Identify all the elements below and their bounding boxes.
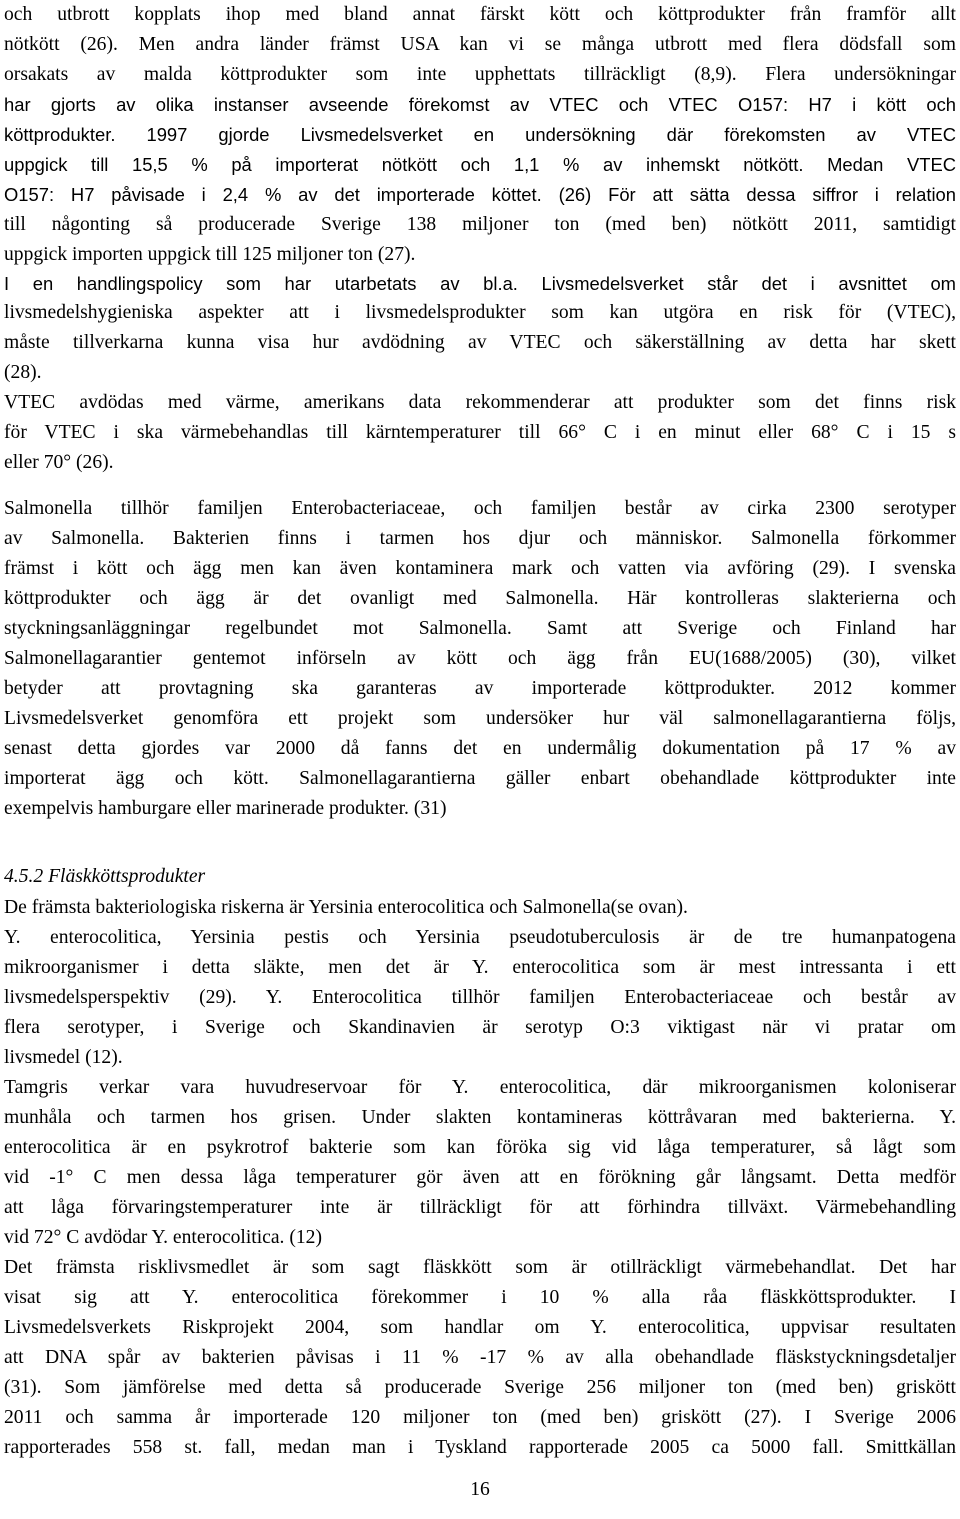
text-line: 2011 och samma år importerade 120 miljoner ton (med ben) griskött (27). I Sverige 2006: [4, 1407, 956, 1428]
text-line: vid 72° C avdödar Y. enterocolitica. (12): [4, 1227, 322, 1248]
text-line: livsmedel (12).: [4, 1047, 123, 1068]
text-line: livsmedelsperspektiv (29). Y. Enterocolitica tillhör familjen Enterobacteriaceae och består av: [4, 987, 956, 1008]
text-line: visat sig att Y. enterocolitica förekommer i 10 % alla råa fläskköttsprodukter. I: [4, 1287, 956, 1308]
text-line: O157: H7 påvisade i 2,4 % av det importerade köttet. (26) För att sätta dessa siffror i relation: [4, 184, 956, 205]
text-line: köttprodukter och ägg är det ovanligt med Salmonella. Här kontrolleras slakterierna och: [4, 588, 956, 609]
text-line: I en handlingspolicy som har utarbetats av bl.a. Livsmedelsverket står det i avsnittet om: [4, 273, 956, 294]
text-line: Y. enterocolitica, Yersinia pestis och Yersinia pseudotuberculosis är de tre humanpatogena: [4, 927, 956, 948]
text-line: livsmedelshygieniska aspekter att i livsmedelsprodukter som kan utgöra en risk för (VTEC),: [4, 302, 956, 323]
text-line: munhåla och tarmen hos grisen. Under slakten kontamineras köttråvaran med bakterierna. Y.: [4, 1107, 956, 1128]
text-line: Det främsta risklivsmedlet är som sagt fläskkött som är otillräckligt värmebehandlat. Det har: [4, 1257, 956, 1278]
text-line: (31). Som jämförelse med detta så producerade Sverige 256 miljoner ton (med ben) griskött: [4, 1377, 956, 1398]
text-line: eller 70° (26).: [4, 452, 114, 473]
text-line: exempelvis hamburgare eller marinerade produkter. (31): [4, 798, 447, 819]
text-line: importerat ägg och kött. Salmonellagarantierna gäller enbart obehandlade köttprodukter inte: [4, 768, 956, 789]
text-line: mikroorganismer i detta släkte, men det är Y. enterocolitica som är mest intressanta i ett: [4, 957, 956, 978]
text-line: rapporterades 558 st. fall, medan man i Tyskland rapporterade 2005 ca 5000 fall. Smittkällan: [4, 1437, 956, 1458]
text-line: uppgick till 15,5 % på importerat nötkött och 1,1 % av inhemskt nötkött. Medan VTEC: [4, 154, 956, 175]
text-line: orsakats av malda köttprodukter som inte upphettats tillräckligt (8,9). Flera undersökningar: [4, 64, 956, 85]
text-line: för VTEC i ska värmebehandlas till kärntemperaturer till 66° C i en minut eller 68° C i 15 s: [4, 422, 956, 443]
text-line: måste tillverkarna kunna visa hur avdödning av VTEC och säkerställning av detta har skett: [4, 332, 956, 353]
text-line: senast detta gjordes var 2000 då fanns det en undermålig dokumentation på 17 % av: [4, 738, 956, 759]
text-line: styckningsanläggningar regelbundet mot Salmonella. Samt att Sverige och Finland har: [4, 618, 956, 639]
text-line: Livsmedelsverket genomföra ett projekt som undersöker hur väl salmonellagarantierna följs,: [4, 708, 956, 729]
text-line: (28).: [4, 362, 42, 383]
text-line: enterocolitica är en psykrotrof bakterie som kan föröka sig vid låga temperaturer, så lågt som: [4, 1137, 956, 1158]
text-line: Livsmedelsverkets Riskprojekt 2004, som handlar om Y. enterocolitica, uppvisar resultaten: [4, 1317, 956, 1338]
text-line: att DNA spår av bakterien påvisas i 11 % -17 % av alla obehandlade fläskstyckningsdetaljer: [4, 1347, 956, 1368]
text-line: nötkött (26). Men andra länder främst USA kan vi se många utbrott med flera dödsfall som: [4, 34, 956, 55]
text-line: VTEC avdödas med värme, amerikans data rekommenderar att produkter som det finns risk: [4, 392, 956, 413]
text-line: har gjorts av olika instanser avseende förekomst av VTEC och VTEC O157: H7 i kött och: [4, 94, 956, 115]
text-line: köttprodukter. 1997 gjorde Livsmedelsverket en undersökning där förekomsten av VTEC: [4, 124, 956, 145]
text-line: betyder att provtagning ska garanteras av importerade köttprodukter. 2012 kommer: [4, 678, 956, 699]
text-line: Salmonellagarantier gentemot införseln av kött och ägg från EU(1688/2005) (30), vilket: [4, 648, 956, 669]
section-heading: 4.5.2 Fläskköttsprodukter: [4, 866, 206, 887]
text-line: och utbrott kopplats ihop med bland annat färskt kött och köttprodukter från framför allt: [4, 4, 956, 25]
text-line: flera serotyper, i Sverige och Skandinavien är serotyp O:3 viktigast när vi pratar om: [4, 1017, 956, 1038]
text-line: främst i kött och ägg men kan även kontaminera mark och vatten via avföring (29). I svenska: [4, 558, 956, 579]
text-line: av Salmonella. Bakterien finns i tarmen hos djur och människor. Salmonella förkommer: [4, 528, 956, 549]
text-line: De främsta bakteriologiska riskerna är Yersinia enterocolitica och Salmonella(se ovan).: [4, 897, 688, 918]
text-line: till någonting så producerade Sverige 138 miljoner ton (med ben) nötkött 2011, samtidigt: [4, 214, 956, 235]
page-number: 16: [470, 1479, 490, 1500]
text-line: Salmonella tillhör familjen Enterobacteriaceae, och familjen består av cirka 2300 serotyper: [4, 498, 956, 519]
text-line: Tamgris verkar vara huvudreservoar för Y. enterocolitica, där mikroorganismen koloniserar: [4, 1077, 956, 1098]
text-line: vid -1° C men dessa låga temperaturer gör även att en förökning går långsamt. Detta medför: [4, 1167, 956, 1188]
text-line: uppgick importen uppgick till 125 miljoner ton (27).: [4, 244, 416, 265]
text-line: att låga förvaringstemperaturer inte är tillräckligt för att förhindra tillväxt. Värmebehandling: [4, 1197, 956, 1218]
